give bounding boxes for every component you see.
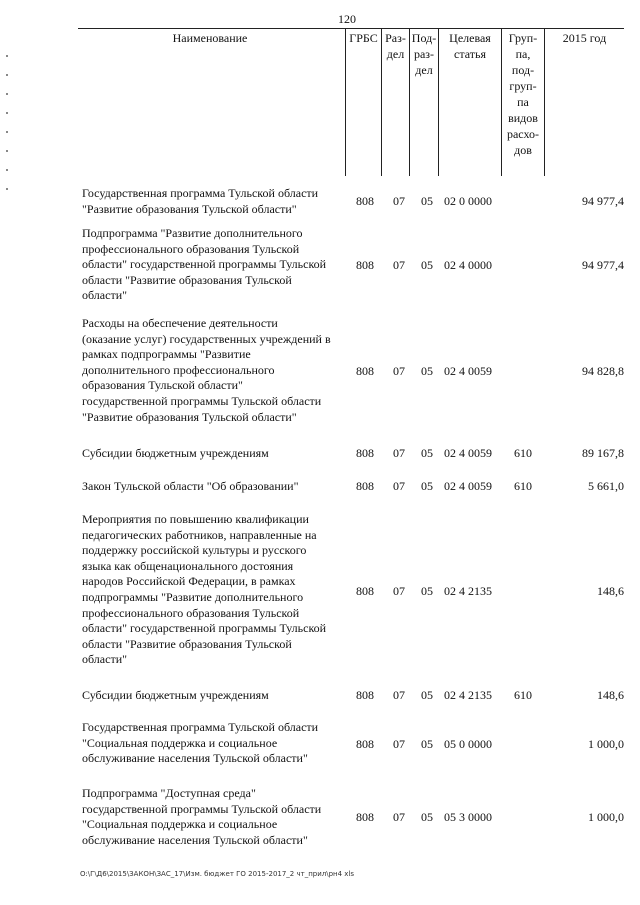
- row-name: Субсидии бюджетным учреждениям: [82, 688, 269, 702]
- table-row: [82, 446, 624, 462]
- row-podrazdel: 05: [421, 737, 433, 751]
- row-target-article: 02 4 0059: [444, 364, 492, 378]
- file-path-footer: O:\Г\Д6\2015\ЗАКОН\ЗАС_17\Изм. бюджет ГО 2015-2017_2 чт_прил\рн4 xls: [80, 870, 355, 878]
- header-name: Наименование: [172, 31, 248, 45]
- row-amount: 94 977,4: [582, 258, 624, 272]
- row-target-article: 02 4 0000: [444, 258, 492, 272]
- column-divider: [544, 28, 545, 176]
- row-target-article: 02 4 2135: [444, 688, 492, 702]
- table-row: [82, 688, 624, 704]
- table-row: [82, 786, 624, 849]
- header-year: 2015 год: [562, 31, 607, 45]
- header-grbs: ГРБС: [349, 31, 378, 45]
- row-grbs: 808: [356, 194, 374, 208]
- header-podrazdel: Под- раз- дел: [411, 31, 437, 77]
- row-name: Подпрограмма "Доступная среда" государственной программы Тульской области "Социальная поддержка и социальное обслуживание населения Тульской области": [82, 786, 322, 847]
- row-razdel: 07: [393, 194, 405, 208]
- row-target-article: 02 4 0059: [444, 446, 492, 460]
- row-amount: 1 000,0: [588, 737, 624, 751]
- row-grbs: 808: [356, 446, 374, 460]
- row-amount: 89 167,8: [582, 446, 624, 460]
- row-razdel: 07: [393, 479, 405, 493]
- row-podrazdel: 05: [421, 810, 433, 824]
- header-target-article: Целевая статья: [449, 31, 491, 61]
- table-row: [82, 512, 624, 669]
- row-razdel: 07: [393, 258, 405, 272]
- row-amount: 94 828,8: [582, 364, 624, 378]
- row-target-article: 05 3 0000: [444, 810, 492, 824]
- table-row: [82, 720, 624, 768]
- row-expense-group: 610: [514, 688, 532, 702]
- row-target-article: 02 4 0059: [444, 479, 492, 493]
- row-grbs: 808: [356, 688, 374, 702]
- row-amount: 5 661,0: [588, 479, 624, 493]
- row-razdel: 07: [393, 446, 405, 460]
- row-podrazdel: 05: [421, 688, 433, 702]
- row-target-article: 02 4 2135: [444, 584, 492, 598]
- table-row: [82, 316, 624, 426]
- row-razdel: 07: [393, 810, 405, 824]
- row-target-article: 02 0 0000: [444, 194, 492, 208]
- row-podrazdel: 05: [421, 194, 433, 208]
- row-name: Государственная программа Тульской области "Развитие образования Тульской области": [82, 186, 319, 216]
- column-divider: [345, 28, 346, 176]
- row-amount: 1 000,0: [588, 810, 624, 824]
- edge-marks: [6, 55, 10, 215]
- row-grbs: 808: [356, 737, 374, 751]
- row-razdel: 07: [393, 584, 405, 598]
- row-podrazdel: 05: [421, 258, 433, 272]
- row-razdel: 07: [393, 688, 405, 702]
- row-podrazdel: 05: [421, 479, 433, 493]
- row-grbs: 808: [356, 479, 374, 493]
- row-name: Субсидии бюджетным учреждениям: [82, 446, 269, 460]
- header-razdel: Раз- дел: [385, 31, 406, 61]
- row-razdel: 07: [393, 737, 405, 751]
- row-grbs: 808: [356, 810, 374, 824]
- page-number: 120: [338, 12, 356, 26]
- row-name: Подпрограмма "Развитие дополнительного профессионального образования Тульской области" государственной программы Тульской области "Развитие образования Тульской области": [82, 226, 327, 303]
- row-grbs: 808: [356, 258, 374, 272]
- row-expense-group: 610: [514, 446, 532, 460]
- header-expense-group: Груп- па, под- груп- па видов расхо- дов: [506, 31, 540, 157]
- row-name: Государственная программа Тульской области "Социальная поддержка и социальное обслуживание населения Тульской области": [82, 720, 319, 766]
- row-name: Расходы на обеспечение деятельности (оказание услуг) государственных учреждений в рамках подпрограммы "Развитие дополнительного профессионального образования Тульской области" государственной программы Тульской области "Развитие образования Тульской области": [82, 316, 331, 424]
- row-expense-group: 610: [514, 479, 532, 493]
- row-grbs: 808: [356, 584, 374, 598]
- row-grbs: 808: [356, 364, 374, 378]
- table-row: [82, 186, 624, 218]
- row-target-article: 05 0 0000: [444, 737, 492, 751]
- row-podrazdel: 05: [421, 364, 433, 378]
- row-amount: 148,6: [597, 584, 624, 598]
- row-name: Закон Тульской области "Об образовании": [82, 479, 299, 493]
- table-row: [82, 226, 624, 304]
- row-name: Мероприятия по повышению квалификации педагогических работников, направленные на поддержку российской культуры и русского языка как общенационального достояния народов Российской Федерации, в рамках подпрограммы "Развитие дополнительного профессионального образования Тульской области" государственной программы Тульской области "Развитие образования Тульской области": [82, 512, 327, 667]
- row-podrazdel: 05: [421, 584, 433, 598]
- row-amount: 94 977,4: [582, 194, 624, 208]
- row-razdel: 07: [393, 364, 405, 378]
- row-amount: 148,6: [597, 688, 624, 702]
- row-podrazdel: 05: [421, 446, 433, 460]
- table-row: [82, 479, 624, 495]
